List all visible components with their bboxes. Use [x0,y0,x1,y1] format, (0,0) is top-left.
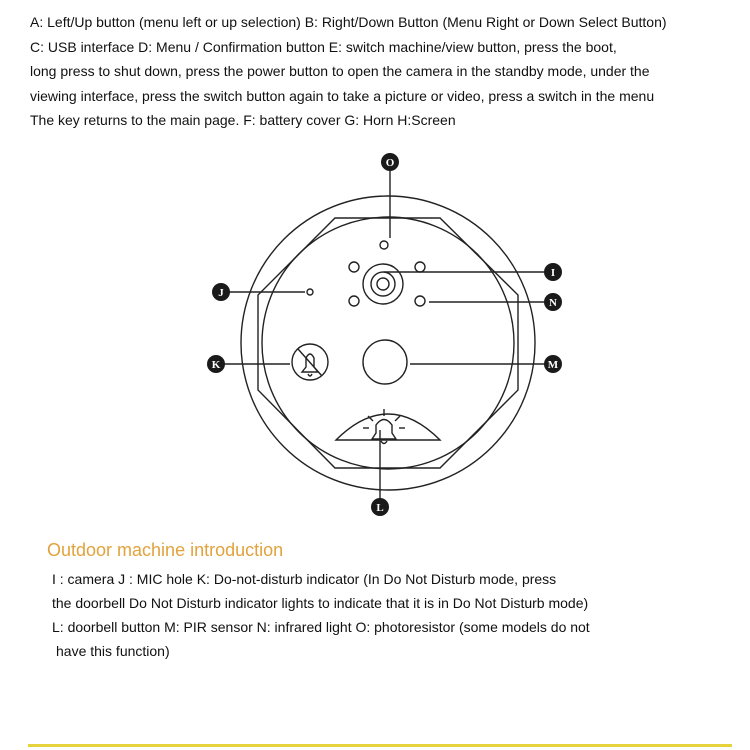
svg-text:K: K [211,359,221,371]
camera-lens-inner [377,278,389,290]
svg-text:I: I [550,267,556,279]
camera-lens-mid [371,272,395,296]
outer-ring [241,196,535,490]
description-line: viewing interface, press the switch button again to take a picture or video, press a switch in the menu [30,87,655,104]
description-line: long press to shut down, press the power button to open the camera in the standby mode, under the [30,63,650,79]
legend-line: have this function) [56,643,170,659]
label-n [544,293,562,311]
svg-text:O: O [385,157,395,169]
svg-text:N: N [549,297,557,309]
infrared-light [349,262,359,272]
infrared-light [415,296,425,306]
label-k [207,355,225,373]
legend-line: the doorbell Do Not Disturb indicator lights to indicate that it is in Do Not Disturb mode) [52,595,589,611]
photoresistor-hole [380,241,388,249]
legend-line: I : camera J : MIC hole K: Do-not-disturb indicator (In Do Not Disturb mode, press [52,571,557,587]
component-legend [52,567,590,663]
mic-hole [307,289,313,295]
svg-text:M: M [547,359,559,371]
svg-text:L: L [376,502,384,514]
outdoor-unit-diagram [0,150,750,520]
label-i [544,263,562,281]
infrared-light [415,262,425,272]
label-m [544,355,562,373]
svg-text:J: J [218,287,224,299]
description-line: C: USB interface D: Menu / Confirmation button E: switch machine/view button, press the boot, [30,38,617,55]
legend-line: L: doorbell button M: PIR sensor N: infrared light O: photoresistor (some models do not [52,619,590,635]
pir-sensor [363,340,407,384]
infrared-light [349,296,359,306]
description-line: A: Left/Up button (menu left or up selection) B: Right/Down Button (Menu Right or Down Select Button) [30,14,667,30]
description-text [30,10,730,133]
label-o [381,153,399,171]
bottom-divider [28,744,732,747]
section-title: Outdoor machine introduction [47,540,284,560]
doorbell-button [336,414,440,440]
label-j [212,283,230,301]
label-l [371,498,389,516]
description-line: The key returns to the main page. F: battery cover G: Horn H:Screen [30,112,456,128]
camera-lens-outer [363,264,403,304]
